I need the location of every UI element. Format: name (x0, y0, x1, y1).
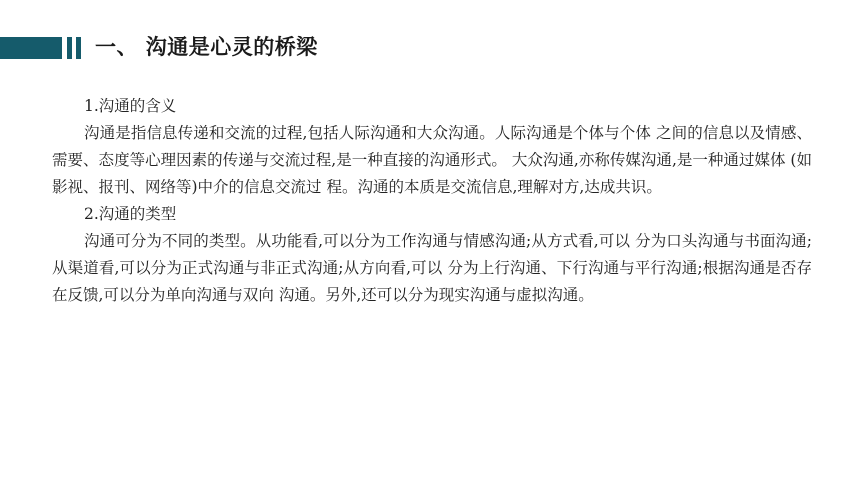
section-heading: 2.沟通的类型 (84, 205, 177, 223)
section-heading: 1.沟通的含义 (84, 97, 177, 115)
title-accent-stripe (76, 37, 81, 59)
section-paragraph: 沟通可分为不同的类型。从功能看,可以分为工作沟通与情感沟通;从方式看,可以 分为口头沟通与书面沟通;从渠道看,可以分为正式沟通与非正式沟通;从方向看,可以 分为上行沟通、下行沟通与平行沟通;根据沟通是否存在反馈,可以分为单向沟通与双向 沟通。另外,还可以分为现实沟通与虚拟沟通。 (52, 232, 812, 304)
page-title: 一、 沟通是心灵的桥梁 (95, 35, 318, 59)
section-paragraph: 沟通是指信息传递和交流的过程,包括人际沟通和大众沟通。人际沟通是个体与个体 之间的信息以及情感、需要、态度等心理因素的传递与交流过程,是一种直接的沟通形式。 大众沟通,亦称传媒沟通,是一种通过媒体 (如影视、报刊、网络等)中介的信息交流过 程。沟通的本质是交流信息,理解对方,达成共识。 (52, 124, 812, 196)
title-accent-block (0, 37, 62, 59)
title-accent-stripe (67, 37, 72, 59)
document-body (52, 93, 812, 309)
title-bar (0, 37, 860, 59)
